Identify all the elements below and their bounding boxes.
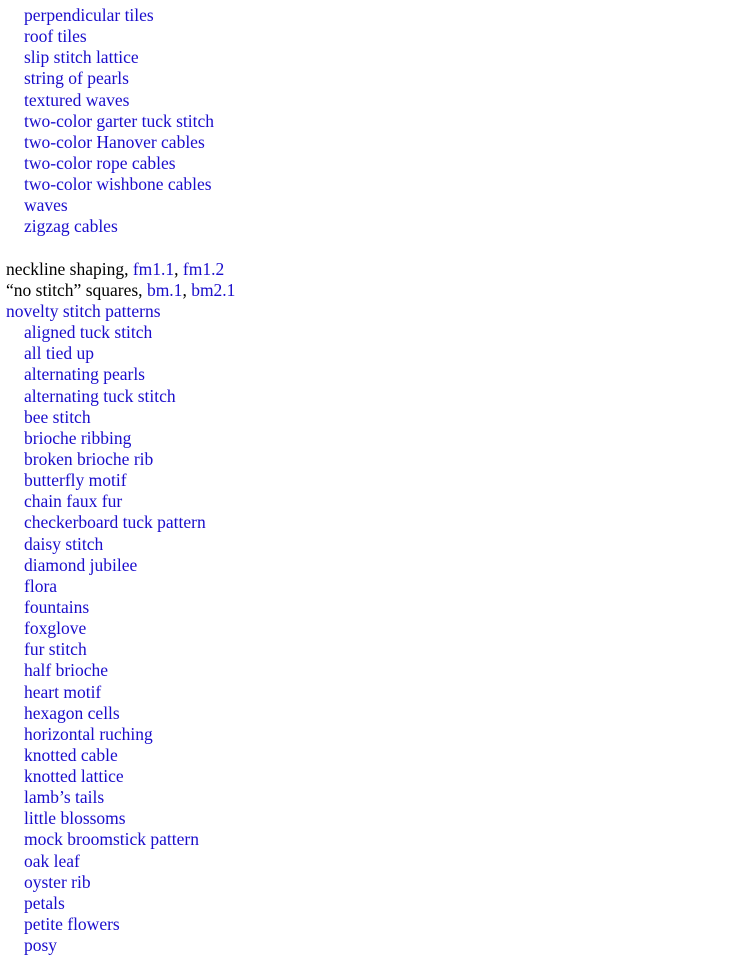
index-link-subentry[interactable]: roof tiles	[24, 26, 87, 47]
index-subentry	[0, 808, 750, 829]
index-link-subentry[interactable]: petals	[24, 892, 65, 913]
index-subentry	[0, 660, 750, 681]
index-link-heading[interactable]: novelty stitch patterns	[6, 300, 161, 321]
index-link-subentry[interactable]: textured waves	[24, 89, 130, 110]
index-link-subentry[interactable]: oak leaf	[24, 850, 80, 871]
index-subentry	[0, 745, 750, 766]
index-entry-no-stitch-squares	[0, 280, 750, 301]
index-link-subentry[interactable]: mock broomstick pattern	[24, 829, 199, 850]
index-link-subentry[interactable]: fur stitch	[24, 639, 87, 660]
index-link-subentry[interactable]: two-color rope cables	[24, 152, 176, 173]
index-subentry	[0, 174, 750, 195]
index-subentry	[0, 893, 750, 914]
index-link-ref[interactable]: fm1.2	[182, 258, 225, 279]
novelty-subentry-list	[0, 322, 750, 956]
index-subentry	[0, 534, 750, 555]
index-subentry	[0, 512, 750, 533]
index-link-subentry[interactable]: hexagon cells	[24, 702, 120, 723]
ref-separator: ,	[182, 279, 192, 300]
index-link-subentry[interactable]: string of pearls	[24, 68, 129, 89]
index-subentry	[0, 703, 750, 724]
index-link-subentry[interactable]: zigzag cables	[24, 216, 118, 237]
entry-label: neckline shaping,	[6, 258, 133, 279]
index-subentry	[0, 322, 750, 343]
index-link-subentry[interactable]: waves	[24, 195, 68, 216]
index-subentry	[0, 364, 750, 385]
index-subentry	[0, 618, 750, 639]
index-subentry	[0, 491, 750, 512]
index-link-subentry[interactable]: slip stitch lattice	[24, 47, 139, 68]
index-subentry	[0, 386, 750, 407]
index-link-subentry[interactable]: flora	[24, 575, 58, 596]
index-link-subentry[interactable]: diamond jubilee	[24, 554, 138, 575]
index-subentry	[0, 47, 750, 68]
index-link-subentry[interactable]: butterfly motif	[24, 470, 127, 491]
index-subentry	[0, 90, 750, 111]
index-link-subentry[interactable]: petite flowers	[24, 914, 120, 935]
index-link-subentry[interactable]: alternating pearls	[24, 364, 145, 385]
index-link-subentry[interactable]: two-color Hanover cables	[24, 131, 205, 152]
index-link-subentry[interactable]: chain faux fur	[24, 491, 123, 512]
index-subentry	[0, 343, 750, 364]
index-link-subentry[interactable]: foxglove	[24, 618, 87, 639]
index-subentry	[0, 407, 750, 428]
index-link-subentry[interactable]: two-color wishbone cables	[24, 174, 212, 195]
index-subentry	[0, 787, 750, 808]
index-subentry	[0, 872, 750, 893]
index-link-subentry[interactable]: oyster rib	[24, 871, 91, 892]
index-subentry	[0, 851, 750, 872]
index-subentry	[0, 449, 750, 470]
index-subentry	[0, 914, 750, 935]
index-subentry	[0, 935, 750, 956]
index-subentry	[0, 829, 750, 850]
index-link-subentry[interactable]: checkerboard tuck pattern	[24, 512, 206, 533]
index-link-subentry[interactable]: daisy stitch	[24, 533, 104, 554]
index-subentry	[0, 576, 750, 597]
index-subentry	[0, 470, 750, 491]
index-link-subentry[interactable]: broken brioche rib	[24, 448, 154, 469]
index-link-subentry[interactable]: half brioche	[24, 660, 109, 681]
top-subentry-list	[0, 5, 750, 238]
index-subentry	[0, 682, 750, 703]
index-subentry	[0, 68, 750, 89]
index-link-subentry[interactable]: horizontal ruching	[24, 723, 153, 744]
index-subentry	[0, 766, 750, 787]
ref-separator: ,	[174, 258, 183, 279]
index-link-subentry[interactable]: little blossoms	[24, 808, 126, 829]
index-subentry	[0, 153, 750, 174]
index-link-subentry[interactable]: fountains	[24, 596, 90, 617]
index-subentry	[0, 724, 750, 745]
index-entry-novelty-stitch-patterns	[0, 301, 750, 322]
index-entry-neckline-shaping	[0, 259, 750, 280]
index-link-subentry[interactable]: lamb’s tails	[24, 787, 105, 808]
index-link-subentry[interactable]: perpendicular tiles	[24, 5, 154, 25]
index-link-subentry[interactable]: bee stitch	[24, 406, 91, 427]
index-subentry	[0, 195, 750, 216]
index-subentry	[0, 26, 750, 47]
index-link-subentry[interactable]: aligned tuck stitch	[24, 322, 153, 343]
index-link-ref[interactable]: fm1.1	[132, 258, 175, 279]
index-link-subentry[interactable]: two-color garter tuck stitch	[24, 110, 215, 131]
section-gap	[0, 238, 750, 259]
index-link-ref[interactable]: bm.1	[146, 279, 183, 300]
index-link-subentry[interactable]: knotted lattice	[24, 766, 124, 787]
index-link-subentry[interactable]: all tied up	[24, 343, 94, 364]
index-subentry	[0, 428, 750, 449]
index-link-subentry[interactable]: alternating tuck stitch	[24, 385, 176, 406]
index-subentry	[0, 639, 750, 660]
index-subentry	[0, 216, 750, 237]
index-subentry	[0, 597, 750, 618]
index-link-subentry[interactable]: heart motif	[24, 681, 102, 702]
index-subentry	[0, 132, 750, 153]
index-link-subentry[interactable]: brioche ribbing	[24, 427, 132, 448]
index-link-subentry[interactable]: knotted cable	[24, 744, 118, 765]
index-subentry	[0, 111, 750, 132]
entry-label: “no stitch” squares,	[6, 279, 147, 300]
index-subentry	[0, 5, 750, 26]
index-link-ref[interactable]: bm2.1	[191, 279, 236, 300]
index-link-subentry[interactable]: posy	[24, 935, 58, 956]
index-subentry	[0, 555, 750, 576]
